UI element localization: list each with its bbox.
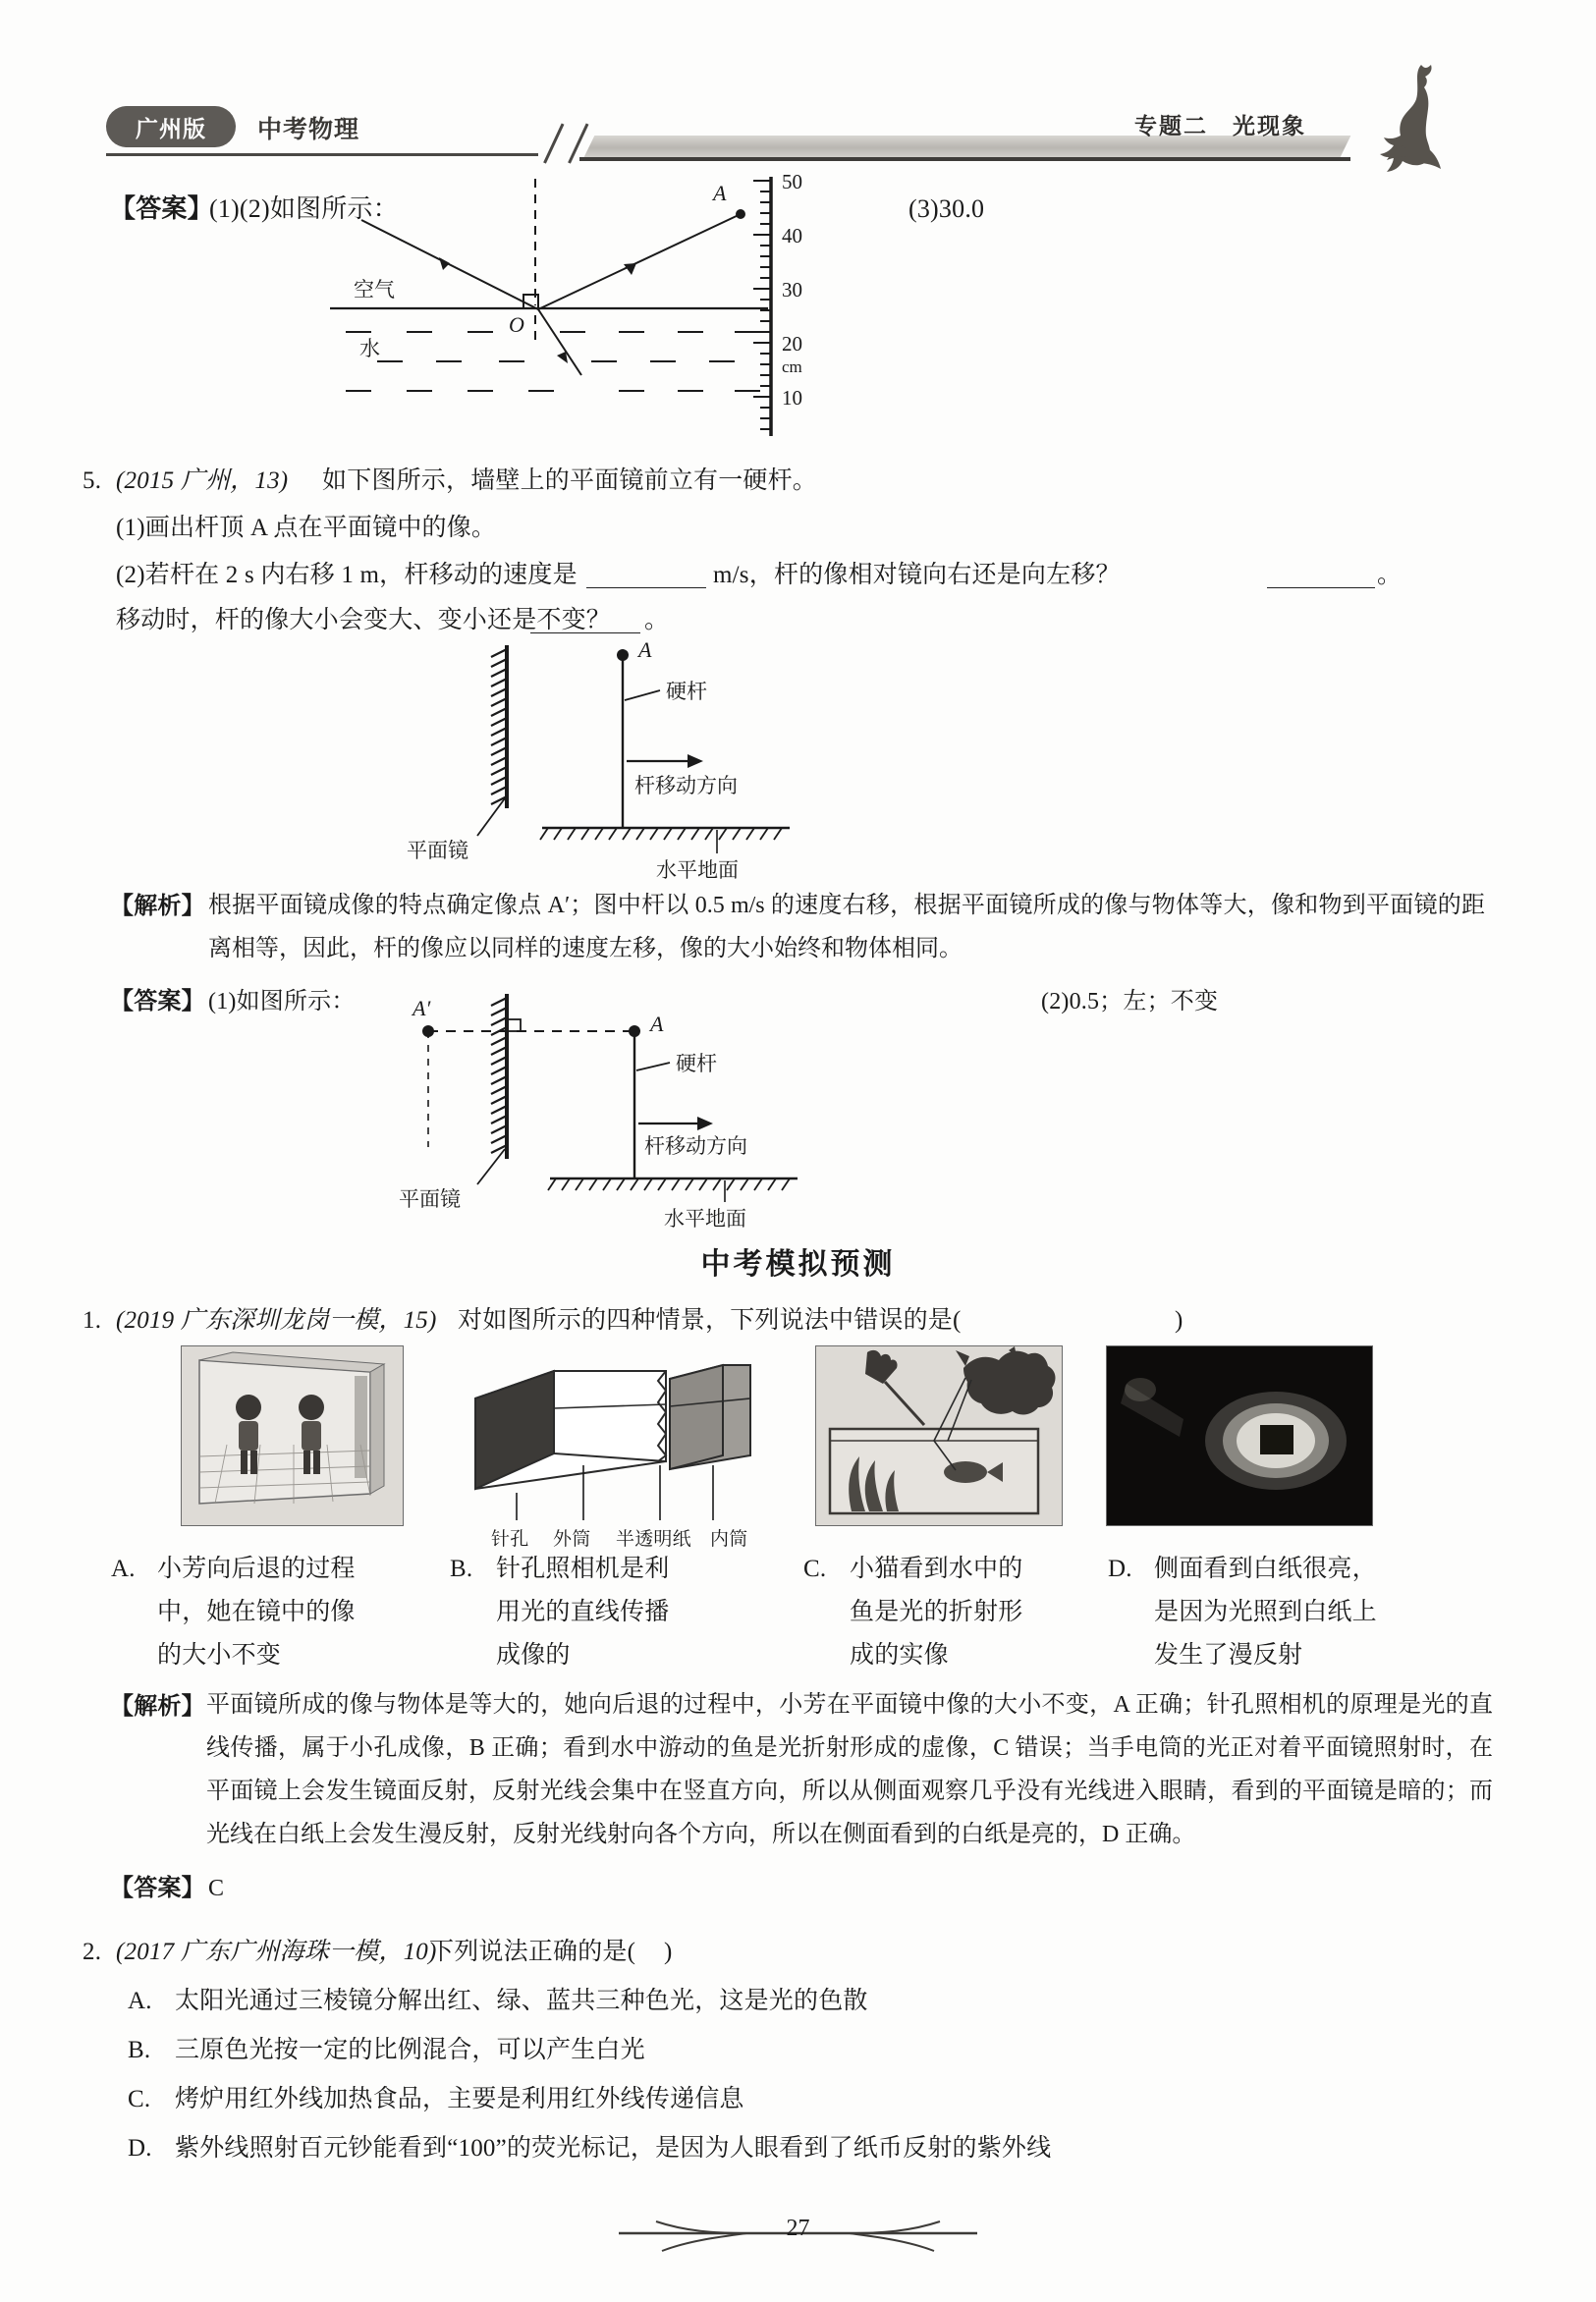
q5-answer-text: (1)如图所示： [208,989,356,1014]
edition-badge: 广州版 [106,106,236,147]
q5-stem: 如下图所示，墙壁上的平面镜前立有一硬杆。 [322,467,818,494]
mirror-label-ans: 平面镜 [399,1187,461,1211]
ruler-tick-30: 30 [782,278,802,301]
option-c-line-1: 鱼是光的折射形 [850,1599,1023,1625]
option-c-line-0: 小猫看到水中的 [850,1556,1023,1582]
q1-stem: 对如图所示的四种情景，下列说法中错误的是( [458,1307,962,1334]
q2-source: (2017 广东广州海珠一模，10) [116,1939,437,1965]
q5-sub1: (1)画出杆顶 A 点在平面镜中的像。 [116,515,497,541]
ruler-tick-40: 40 [782,224,802,247]
q1-answer-label: 【答案】 [110,1876,205,1901]
page-number: 27 [786,2216,810,2241]
q2-option-a-letter: A. [128,1988,152,2014]
reflected-ray [538,214,741,309]
water-label: 水 [359,337,380,360]
air-label: 空气 [354,278,395,301]
mirror-answer-figure [373,990,963,1231]
q2-option-b-text: 三原色光按一定的比例混合，可以产生白光 [175,2037,645,2063]
ruler-tick-10: 10 [782,386,802,410]
point-o-label: O [509,312,524,337]
ruler-tick-20: 20 [782,332,802,356]
q5-blank-1[interactable] [586,585,706,588]
ground-hatching [540,828,782,840]
water-hatching [346,332,760,391]
option-a-line-1: 中，她在镜中的像 [157,1599,356,1625]
q5-sub2-b: 移动时，杆的像大小会变大、变小还是不变？ [116,607,612,633]
option-b-line-2: 成像的 [496,1642,571,1669]
q5-answer-label: 【答案】 [110,989,205,1014]
point-a-label-ans: A [650,1012,664,1036]
q1-answer-text: C [208,1876,225,1901]
incident-ray-arrow [439,257,450,270]
point-a-dot [736,209,745,219]
header-slash-one [543,123,564,163]
option-d-image [1106,1345,1373,1526]
pinhole-label-3: 内筒 [710,1529,748,1550]
pinhole-label-0: 针孔 [491,1529,529,1550]
ruler-unit: cm [782,357,802,376]
q2-stem: 下列说法正确的是( [429,1939,636,1965]
rod-label-q: 硬杆 [666,680,707,703]
option-a-line-2: 的大小不变 [157,1642,282,1669]
point-a-label-q: A [638,637,652,662]
point-a-label: A [713,181,727,205]
top-answer-part3: (3)30.0 [908,194,985,223]
q5-blank-3[interactable] [530,630,640,633]
ruler-tick-50: 50 [782,170,802,193]
pinhole-label-2: 半透明纸 [616,1529,691,1550]
q1-source: (2019 广东深圳龙岗一模，15) [116,1307,437,1334]
q5-number: 5. [83,467,102,494]
subject-title: 中考物理 [257,115,360,143]
mirror-hatching [491,649,507,804]
q5-sub2-a: (2)若杆在 2 s 内右移 1 m，杆移动的速度是 [116,562,578,588]
q2-option-d-letter: D. [128,2135,152,2162]
option-c-letter: C. [803,1556,827,1582]
page-header [0,29,1596,143]
move-dir-label-ans: 杆移动方向 [644,1134,747,1158]
ground-label-q: 水平地面 [656,858,739,882]
option-b-figure [460,1345,754,1530]
refraction-figure [324,170,874,458]
q2-stem-close: ) [664,1939,673,1965]
q1-analysis-text: 平面镜所成的像与物体是等大的，她向后退的过程中，小芳在平面镜中像的大小不变，A 正确；针孔照相机的原理是光的直线传播，属于小孔成像，B 正确；看到水中游动的鱼是光折射形成的虚像，C 错误；当手电筒的光正对着平面镜照射时，在平面镜上会发生镜面反射，反射光线会集中在竖直方向，所以从侧面观察几乎没有光线进入眼睛，看到的平面镜是暗的；而光线在白纸上会发生漫反射，反射光线射向各个方向，所以在侧面看到的白纸是亮的，D 正确。 [206,1692,1493,1847]
q2-option-c-letter: C. [128,2086,151,2112]
refracted-ray [538,309,581,375]
q5-source: (2015 广州，13) [116,467,289,494]
q2-option-c-text: 烤炉用红外线加热食品，主要是利用红外线传递信息 [175,2086,744,2112]
pinhole-label-1: 外筒 [553,1529,591,1550]
point-a-prime-label: A′ [413,996,431,1020]
q2-option-b-letter: B. [128,2037,151,2063]
ruler [753,170,802,436]
option-b-letter: B. [450,1556,473,1582]
q1-stem-close: ) [1175,1307,1183,1334]
mirror-label-q: 平面镜 [407,839,468,862]
rod-label-ans: 硬杆 [676,1052,717,1075]
ground-hatching-ans [548,1178,790,1190]
option-a-letter: A. [111,1556,136,1582]
option-b-line-1: 用光的直线传播 [496,1599,670,1625]
option-c-line-2: 成的实像 [850,1642,949,1669]
q2-option-a-text: 太阳光通过三棱镜分解出红、绿、蓝共三种色光，这是光的色散 [175,1988,868,2014]
option-d-letter: D. [1108,1556,1132,1582]
q2-number: 2. [83,1939,102,1965]
topic-title: 专题二 光现象 [1134,114,1306,139]
move-dir-label-q: 杆移动方向 [634,774,738,797]
header-rule-left [106,153,538,156]
right-angle-mark-ans [508,1019,521,1031]
section-title: 中考模拟预测 [700,1247,896,1282]
option-a-image [181,1345,404,1526]
option-d-line-1: 是因为光照到白纸上 [1154,1599,1377,1625]
q5-blank-2[interactable] [1267,585,1375,588]
q1-number: 1. [83,1307,102,1334]
statue-emblem-icon [1360,59,1476,175]
option-a-line-0: 小芳向后退的过程 [157,1556,356,1582]
q1-analysis-label: 【解析】 [110,1694,205,1720]
q2-option-d-text: 紫外线照射百元钞能看到“100”的荧光标记，是因为人眼看到了纸币反射的紫外线 [175,2135,1052,2162]
ground-label-ans: 水平地面 [664,1207,746,1231]
q5-analysis-label: 【解析】 [110,894,205,919]
q5-sub2-unit: m/s，杆的像相对镜向右还是向左移？ [713,562,1121,588]
q5-sub2-b-end: 。 [644,607,670,633]
header-rule-right [579,157,1350,161]
mirror-hatching-ans [491,998,507,1153]
top-answer-label: 【答案】 [110,194,213,223]
option-b-line-0: 针孔照相机是利 [496,1556,670,1582]
mirror-question-figure [393,637,943,899]
q5-sub2-end: 。 [1377,562,1403,588]
q5-answer-part2: (2)0.5；左；不变 [1041,989,1219,1014]
option-c-image [815,1345,1063,1526]
option-d-line-0: 侧面看到白纸很亮， [1154,1556,1377,1582]
option-d-line-2: 发生了漫反射 [1154,1642,1303,1669]
q5-analysis-text: 根据平面镜成像的特点确定像点 A′；图中杆以 0.5 m/s 的速度右移，根据平面镜所成的像与物体等大，像和物到平面镜的距离相等，因此，杆的像应以同样的速度左移，像的大小始终和物体相同。 [208,893,1485,961]
top-answer-text: (1)(2)如图所示： [209,194,399,223]
